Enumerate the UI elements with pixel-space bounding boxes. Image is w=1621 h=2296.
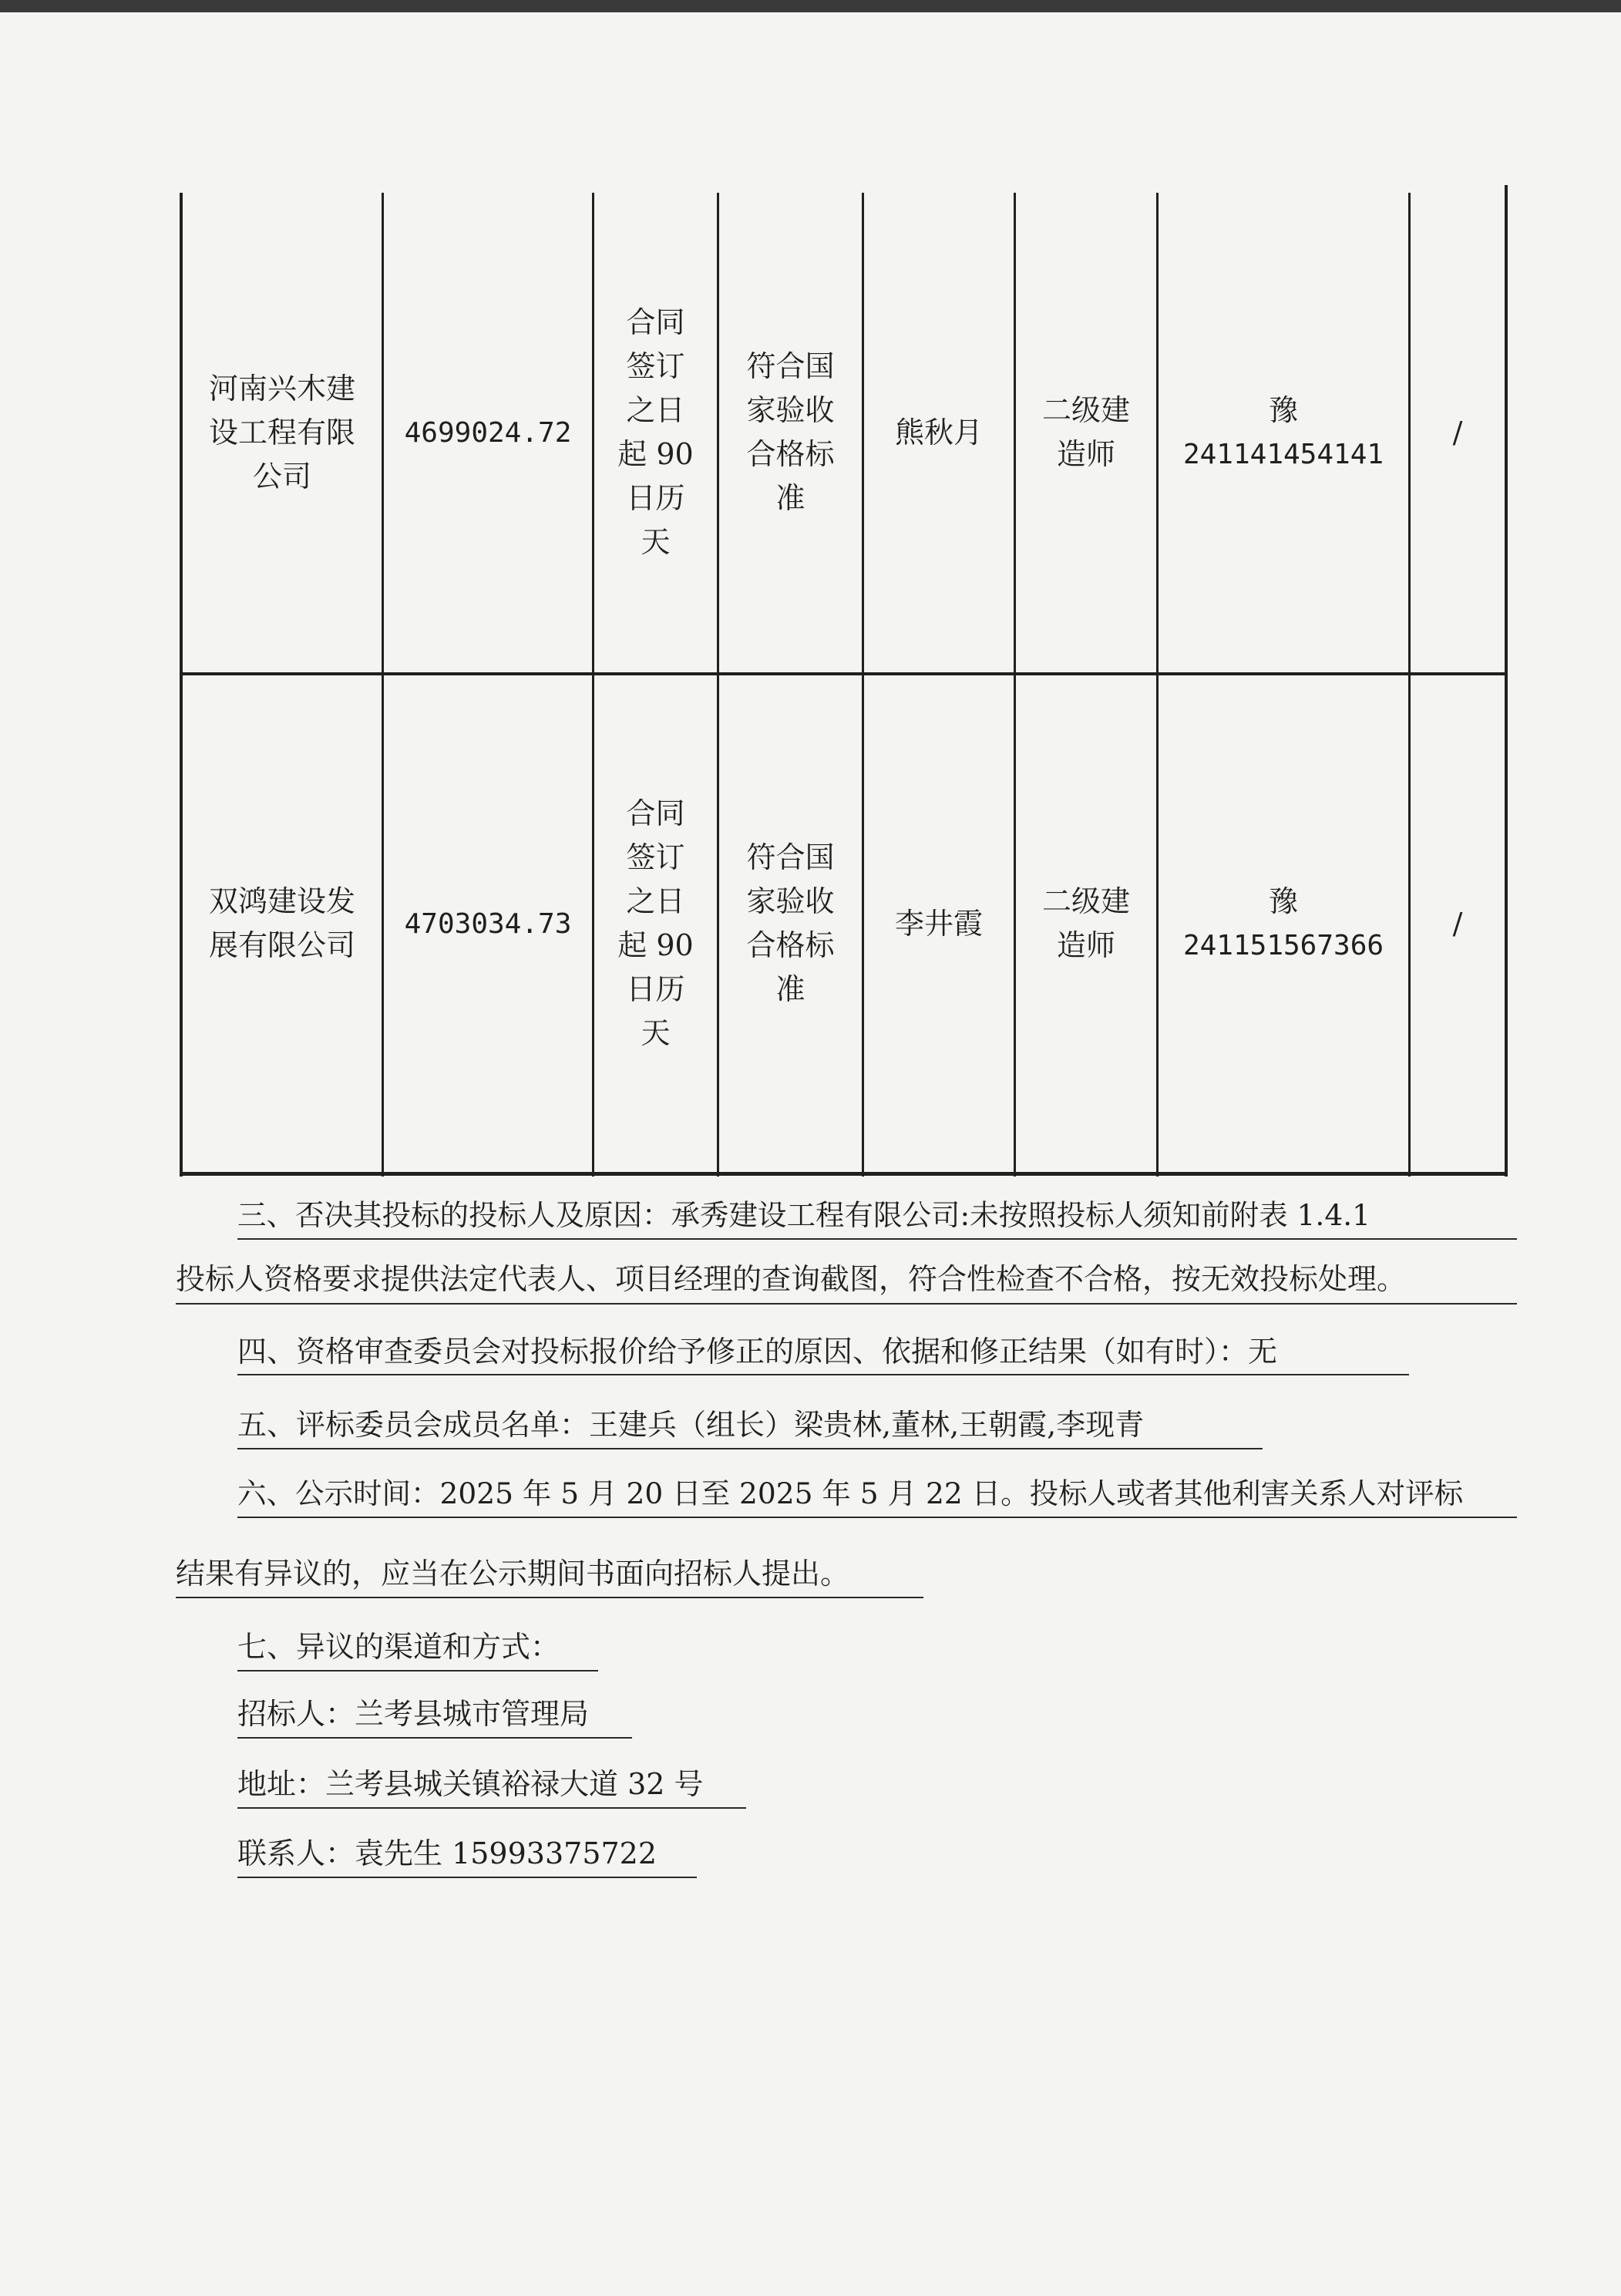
underline <box>237 1670 598 1672</box>
project-manager-cell: 熊秋月 <box>894 415 983 449</box>
section-seven: 七、异议的渠道和方式： <box>237 1630 560 1664</box>
underline <box>237 1737 632 1739</box>
scan-top-edge <box>0 0 1621 12</box>
cert-number-cell: 豫 241151567366 <box>1182 884 1384 961</box>
tenderer-line: 招标人：兰考县城市管理局 <box>237 1697 590 1731</box>
underline <box>237 1517 1517 1518</box>
period-cell: 合同 签订 之日 起 90 日历 天 <box>617 796 694 1050</box>
underline <box>237 1238 1517 1240</box>
table-right-border <box>1505 185 1508 1177</box>
bid-price-cell: 4703034.73 <box>404 907 572 940</box>
underline <box>237 1374 1409 1375</box>
company-cell: 双鸿建设发 展有限公司 <box>208 884 355 962</box>
cert-level-cell: 二级建 造师 <box>1041 393 1130 471</box>
section-five: 五、评标委员会成员名单：王建兵（组长）梁贵林,董林,王朝霞,李现青 <box>237 1408 1145 1442</box>
table-bottom-border <box>180 1172 1508 1176</box>
quality-cell: 符合国 家验收 合格标 准 <box>746 349 835 515</box>
underline <box>176 1303 1517 1305</box>
section-three-line-1: 三、否决其投标的投标人及原因：承秀建设工程有限公司:未按照投标人须知前附表 1.4.1 <box>237 1198 1370 1232</box>
underline <box>176 1597 923 1598</box>
quality-cell: 符合国 家验收 合格标 准 <box>746 840 835 1006</box>
cert-level-cell: 二级建 造师 <box>1041 884 1130 962</box>
project-manager-cell: 李井霞 <box>894 906 983 941</box>
section-four: 四、资格审查委员会对投标报价给予修正的原因、依据和修正结果（如有时）：无 <box>237 1335 1278 1369</box>
note-cell: / <box>1452 415 1463 449</box>
bid-price-cell: 4699024.72 <box>404 416 572 449</box>
section-three-line-2: 投标人资格要求提供法定代表人、项目经理的查询截图，符合性检查不合格，按无效投标处理。 <box>176 1262 1407 1296</box>
underline <box>237 1877 697 1878</box>
underline <box>237 1807 746 1809</box>
contact-line: 联系人：袁先生 15993375722 <box>237 1836 657 1870</box>
section-six-line-1: 六、公示时间：2025 年 5 月 20 日至 2025 年 5 月 22 日。投标人或者其他利害关系人对评标 <box>237 1476 1464 1510</box>
period-cell: 合同 签订 之日 起 90 日历 天 <box>617 305 694 559</box>
cert-number-cell: 豫 241141454141 <box>1182 393 1384 470</box>
company-cell: 河南兴木建 设工程有限 公司 <box>208 371 355 493</box>
section-six-line-2: 结果有异议的，应当在公示期间书面向招标人提出。 <box>176 1557 850 1591</box>
address-line: 地址：兰考县城关镇裕禄大道 32 号 <box>237 1767 704 1801</box>
note-cell: / <box>1452 906 1463 941</box>
underline <box>237 1448 1263 1449</box>
